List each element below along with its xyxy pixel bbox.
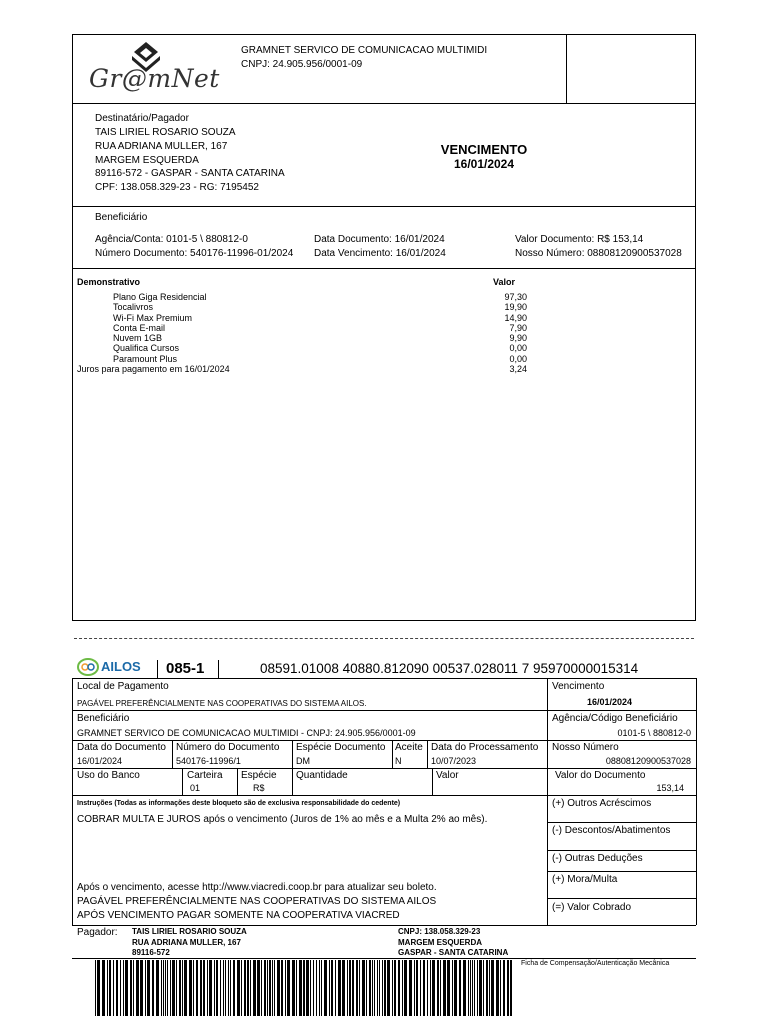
beneficiary-agency: Agência/Conta: 0101-5 \ 880812-0 (95, 234, 248, 245)
barcode-bar (216, 960, 218, 1016)
instruction-3: PAGÁVEL PREFERÊNCIALMENTE NAS COOPERATIVAS DO SISTEMA AILOS (77, 896, 437, 907)
statement-list (77, 292, 527, 374)
divider (72, 678, 696, 679)
company-cnpj: CNPJ: 24.905.956/0001-09 (241, 59, 363, 70)
divider (392, 740, 393, 768)
footer-note: Ficha de Compensação/Autenticação Mecânica (521, 960, 670, 967)
divider (172, 740, 173, 768)
barcode-bar (237, 960, 240, 1016)
divider (237, 768, 238, 795)
barcode-bar (414, 960, 415, 1016)
divider (72, 206, 696, 207)
barcode-bar (184, 960, 187, 1016)
barcode-bar (303, 960, 305, 1016)
due-value-slip: 16/01/2024 (587, 697, 633, 707)
barcode-bar (366, 960, 367, 1016)
item-label: Paramount Plus (113, 353, 178, 364)
statement-value-header: Valor (493, 277, 516, 287)
barcode-bar (447, 960, 450, 1016)
divider (696, 678, 697, 925)
doc-date-label: Data do Documento (77, 742, 166, 753)
divider (72, 710, 696, 711)
barcode-bar (474, 960, 475, 1016)
barcode-bar (123, 960, 124, 1016)
divider (547, 850, 696, 851)
barcode-bar (321, 960, 322, 1016)
barcode-bar (163, 960, 164, 1016)
barcode-bar (167, 960, 168, 1016)
barcode-bar (203, 960, 205, 1016)
process-date-label: Data do Processamento (431, 742, 539, 753)
barcode-bar (207, 960, 208, 1016)
due-label: VENCIMENTO (440, 142, 528, 157)
barcode-bar (253, 960, 256, 1016)
barcode-bar (140, 960, 143, 1016)
barcode-bar (507, 960, 509, 1016)
doc-number-value: 540176-11996/1 (176, 756, 241, 766)
barcode-bar (470, 960, 471, 1016)
barcode-bar (420, 960, 421, 1016)
barcode-bar (95, 960, 96, 1016)
list-item (77, 354, 527, 364)
list-item (77, 313, 527, 323)
divider (427, 740, 428, 768)
barcode-bar (133, 960, 134, 1016)
payer-name-slip: TAIS LIRIEL ROSARIO SOUZA (132, 927, 247, 936)
instruction-2: Após o vencimento, acesse http://www.viacredi.coop.br para atualizar seu boleto. (77, 882, 437, 893)
payer-street: RUA ADRIANA MULLER, 167 (95, 141, 228, 152)
divider (292, 740, 293, 795)
interest-value: 3,24 (509, 364, 527, 375)
beneficiary-label-slip: Beneficiário (77, 713, 130, 724)
barcode-bar (402, 960, 403, 1016)
bank-use-label: Uso do Banco (77, 770, 140, 781)
barcode-bar (200, 960, 202, 1016)
payer-district-slip: MARGEM ESQUERDA (398, 938, 483, 947)
species-doc-value: DM (296, 756, 310, 766)
late-fee: (+) Mora/Multa (552, 874, 618, 885)
barcode-bar (479, 960, 482, 1016)
barcode-bar (299, 960, 302, 1016)
payer-street-slip: RUA ADRIANA MULLER, 167 (132, 938, 241, 947)
quantity-label: Quantidade (296, 770, 348, 781)
barcode-bar (161, 960, 162, 1016)
barcode-bar (257, 960, 260, 1016)
interest-label: Juros para pagamento em 16/01/2024 (77, 364, 230, 375)
instructions-label: Instruções (Todas as informações deste bloqueto são de exclusiva responsabilidade do cedente) (77, 800, 401, 807)
barcode-bar (377, 960, 378, 1016)
barcode-bar (369, 960, 371, 1016)
barcode-bar (347, 960, 348, 1016)
divider (72, 268, 696, 269)
divider (72, 768, 696, 769)
doc-value-value-slip: 153,14 (656, 783, 684, 793)
barcode-bar (483, 960, 484, 1016)
item-value: 97,30 (504, 292, 527, 302)
payer-name: TAIS LIRIEL ROSARIO SOUZA (95, 127, 236, 138)
payer-cnpj-slip: CNPJ: 138.058.329-23 (398, 927, 481, 936)
barcode (95, 960, 515, 1016)
barcode-bar (261, 960, 262, 1016)
barcode-bar (359, 960, 360, 1016)
barcode-bar (116, 960, 118, 1016)
divider (72, 103, 696, 104)
barcode-bar (182, 960, 183, 1016)
item-value: 9,90 (509, 333, 527, 344)
company-name: GRAMNET SERVICO DE COMUNICACAO MULTIMIDI (241, 45, 488, 56)
divider (432, 768, 433, 795)
barcode-bar (223, 960, 224, 1016)
barcode-bar (176, 960, 177, 1016)
barcode-bar (247, 960, 249, 1016)
barcode-bar (362, 960, 365, 1016)
barcode-bar (394, 960, 396, 1016)
barcode-bar (335, 960, 336, 1016)
barcode-bar (196, 960, 198, 1016)
barcode-bar (331, 960, 333, 1016)
item-label: Nuvem 1GB (113, 333, 163, 344)
cut-line (74, 638, 694, 639)
item-label: Qualifica Cursos (113, 343, 180, 354)
barcode-bar (486, 960, 488, 1016)
barcode-bar (349, 960, 351, 1016)
divider (218, 660, 219, 678)
barcode-bar (468, 960, 469, 1016)
species-doc-label: Espécie Documento (296, 742, 386, 753)
ailos-text: AILOS (101, 659, 141, 674)
due-date: 16/01/2024 (453, 157, 515, 171)
barcode-bar (496, 960, 499, 1016)
process-date-value: 10/07/2023 (431, 756, 477, 766)
doc-number-label: Número do Documento (176, 742, 280, 753)
instruction-1: COBRAR MULTA E JUROS após o vencimento (Juros de 1% ao mês e a Multa 2% ao mês). (77, 814, 488, 825)
barcode-bar (264, 960, 266, 1016)
barcode-bar (281, 960, 283, 1016)
species-value: R$ (253, 783, 265, 793)
barcode-bar (500, 960, 501, 1016)
barcode-bar (241, 960, 242, 1016)
barcode-bar (416, 960, 418, 1016)
barcode-bar (324, 960, 327, 1016)
barcode-bar (225, 960, 226, 1016)
list-item (77, 323, 527, 333)
barcode-bar (107, 960, 108, 1016)
barcode-bar (296, 960, 297, 1016)
payer-label-slip: Pagador: (77, 927, 118, 938)
charged-value: (=) Valor Cobrado (552, 902, 632, 913)
payer-city: 89116-572 - GASPAR - SANTA CATARINA (95, 168, 285, 179)
barcode-bar (272, 960, 273, 1016)
beneficiary-doc-date: Data Documento: 16/01/2024 (314, 234, 445, 245)
barcode-bar (382, 960, 383, 1016)
barcode-bar (113, 960, 114, 1016)
divider (547, 822, 696, 823)
barcode-bar (316, 960, 317, 1016)
barcode-bar (285, 960, 286, 1016)
barcode-bar (440, 960, 441, 1016)
beneficiary-value-slip: GRAMNET SERVICO DE COMUNICACAO MULTIMIDI - CNPJ: 24.905.956/0001-09 (77, 728, 416, 738)
barcode-bar (472, 960, 473, 1016)
barcode-bar (244, 960, 246, 1016)
payment-place: PAGÁVEL PREFERÊNCIALMENTE NAS COOPERATIVAS DO SISTEMA AILOS. (77, 699, 367, 708)
barcode-bar (233, 960, 235, 1016)
barcode-bar (145, 960, 146, 1016)
item-value: 19,90 (504, 302, 527, 313)
ailos-logo (77, 657, 149, 677)
divider (547, 871, 696, 872)
divider (182, 768, 183, 795)
other-deductions: (-) Outras Deduções (552, 853, 643, 864)
our-number-value-slip: 08808120900537028 (605, 756, 691, 766)
barcode-bar (310, 960, 311, 1016)
item-value: 0,00 (509, 343, 527, 354)
barcode-bar (136, 960, 139, 1016)
barcode-bar (409, 960, 412, 1016)
agency-value-slip: 0101-5 \ 880812-0 (617, 728, 691, 738)
item-value: 0,00 (509, 353, 527, 364)
barcode-bar (319, 960, 320, 1016)
ailos-logo-icon (77, 657, 99, 677)
accept-value: N (395, 756, 402, 766)
item-label: Plano Giga Residencial (113, 292, 207, 302)
divider (72, 795, 696, 796)
barcode-bar (503, 960, 505, 1016)
species-label: Espécie (241, 770, 277, 781)
divider (547, 898, 696, 899)
instruction-4: APÓS VENCIMENTO PAGAR SOMENTE NA COOPERATIVA VIACRED (77, 910, 400, 921)
barcode-bar (214, 960, 215, 1016)
divider (566, 34, 567, 103)
list-item (77, 333, 527, 343)
agency-label-slip: Agência/Código Beneficiário (552, 713, 678, 724)
barcode-bar (432, 960, 435, 1016)
item-label: Wi-Fi Max Premium (113, 312, 192, 323)
barcode-bar (193, 960, 194, 1016)
barcode-bar (220, 960, 221, 1016)
list-item (77, 302, 527, 312)
list-item (77, 292, 527, 302)
barcode-bar (269, 960, 271, 1016)
payer-district: MARGEM ESQUERDA (95, 155, 199, 166)
barcode-bar (392, 960, 393, 1016)
item-value: 14,90 (504, 312, 527, 323)
logo-text: Gr@mNet (89, 64, 220, 93)
doc-value-label-slip: Valor do Documento (555, 770, 646, 781)
barcode-bar (463, 960, 466, 1016)
beneficiary-our-number: Nosso Número: 08808120900537028 (515, 248, 682, 259)
beneficiary-label: Beneficiário (95, 212, 148, 223)
barcode-bar (489, 960, 490, 1016)
beneficiary-due-date: Data Vencimento: 16/01/2024 (314, 248, 446, 259)
barcode-bar (156, 960, 159, 1016)
barcode-bar (230, 960, 231, 1016)
wallet-value: 01 (190, 783, 201, 793)
list-item (77, 364, 527, 374)
barcode-bar (374, 960, 375, 1016)
barcode-bar (387, 960, 390, 1016)
payment-place-label: Local de Pagamento (77, 681, 169, 692)
barcode-bar (147, 960, 150, 1016)
barcode-bar (97, 960, 100, 1016)
barcode-bar (250, 960, 251, 1016)
barcode-bar (452, 960, 453, 1016)
barcode-bar (292, 960, 295, 1016)
barcode-bar (102, 960, 105, 1016)
divider (547, 678, 548, 925)
barcode-bar (277, 960, 280, 1016)
barcode-bar (274, 960, 275, 1016)
item-value: 7,90 (509, 322, 527, 333)
barcode-bar (287, 960, 290, 1016)
statement-header: Demonstrativo (77, 277, 141, 287)
divider (72, 678, 73, 925)
bank-code: 085-1 (166, 660, 205, 677)
barcode-bar (454, 960, 457, 1016)
our-number-label-slip: Nosso Número (552, 742, 619, 753)
barcode-bar (372, 960, 373, 1016)
discounts: (-) Descontos/Abatimentos (552, 825, 671, 836)
due-label-slip: Vencimento (552, 681, 605, 692)
divider (72, 925, 696, 926)
barcode-bar (491, 960, 494, 1016)
barcode-bar (120, 960, 121, 1016)
barcode-bar (267, 960, 268, 1016)
barcode-bar (170, 960, 171, 1016)
barcode-bar (329, 960, 330, 1016)
barcode-bar (152, 960, 154, 1016)
list-item (77, 343, 527, 353)
barcode-bar (384, 960, 386, 1016)
barcode-bar (313, 960, 314, 1016)
barcode-bar (398, 960, 400, 1016)
barcode-bar (109, 960, 111, 1016)
barcode-bar (459, 960, 461, 1016)
barcode-bar (423, 960, 425, 1016)
value-label: Valor (436, 770, 459, 781)
barcode-bar (130, 960, 132, 1016)
company-logo (86, 40, 220, 96)
payer-city-slip: GASPAR - SANTA CATARINA (398, 948, 509, 957)
barcode-bar (352, 960, 354, 1016)
digitable-line: 08591.01008 40880.812090 00537.028011 7 95970000015314 (260, 661, 639, 676)
barcode-bar (165, 960, 166, 1016)
barcode-bar (342, 960, 345, 1016)
divider (72, 740, 696, 741)
barcode-bar (379, 960, 380, 1016)
barcode-bar (189, 960, 192, 1016)
barcode-bar (356, 960, 358, 1016)
other-additions: (+) Outros Acréscimos (552, 798, 652, 809)
barcode-bar (427, 960, 428, 1016)
payer-label: Destinatário/Pagador (95, 113, 189, 124)
barcode-bar (404, 960, 407, 1016)
barcode-bar (477, 960, 478, 1016)
wallet-label: Carteira (187, 770, 223, 781)
barcode-bar (125, 960, 128, 1016)
payer-zip-slip: 89116-572 (132, 948, 170, 957)
item-label: Tocalivros (113, 302, 154, 313)
beneficiary-doc-number: Número Documento: 540176-11996-01/2024 (95, 248, 294, 259)
beneficiary-doc-value: Valor Documento: R$ 153,14 (515, 234, 644, 245)
accept-label: Aceite (395, 742, 423, 753)
barcode-bar (510, 960, 512, 1016)
barcode-bar (172, 960, 175, 1016)
barcode-bar (443, 960, 446, 1016)
barcode-bar (228, 960, 229, 1016)
payer-ids: CPF: 138.058.329-23 - RG: 7195452 (95, 182, 259, 193)
doc-date-value: 16/01/2024 (77, 756, 123, 766)
divider (157, 660, 158, 678)
barcode-bar (430, 960, 431, 1016)
item-label: Conta E-mail (113, 322, 166, 333)
barcode-bar (179, 960, 181, 1016)
barcode-bar (209, 960, 212, 1016)
barcode-bar (338, 960, 341, 1016)
barcode-bar (306, 960, 309, 1016)
barcode-bar (437, 960, 439, 1016)
